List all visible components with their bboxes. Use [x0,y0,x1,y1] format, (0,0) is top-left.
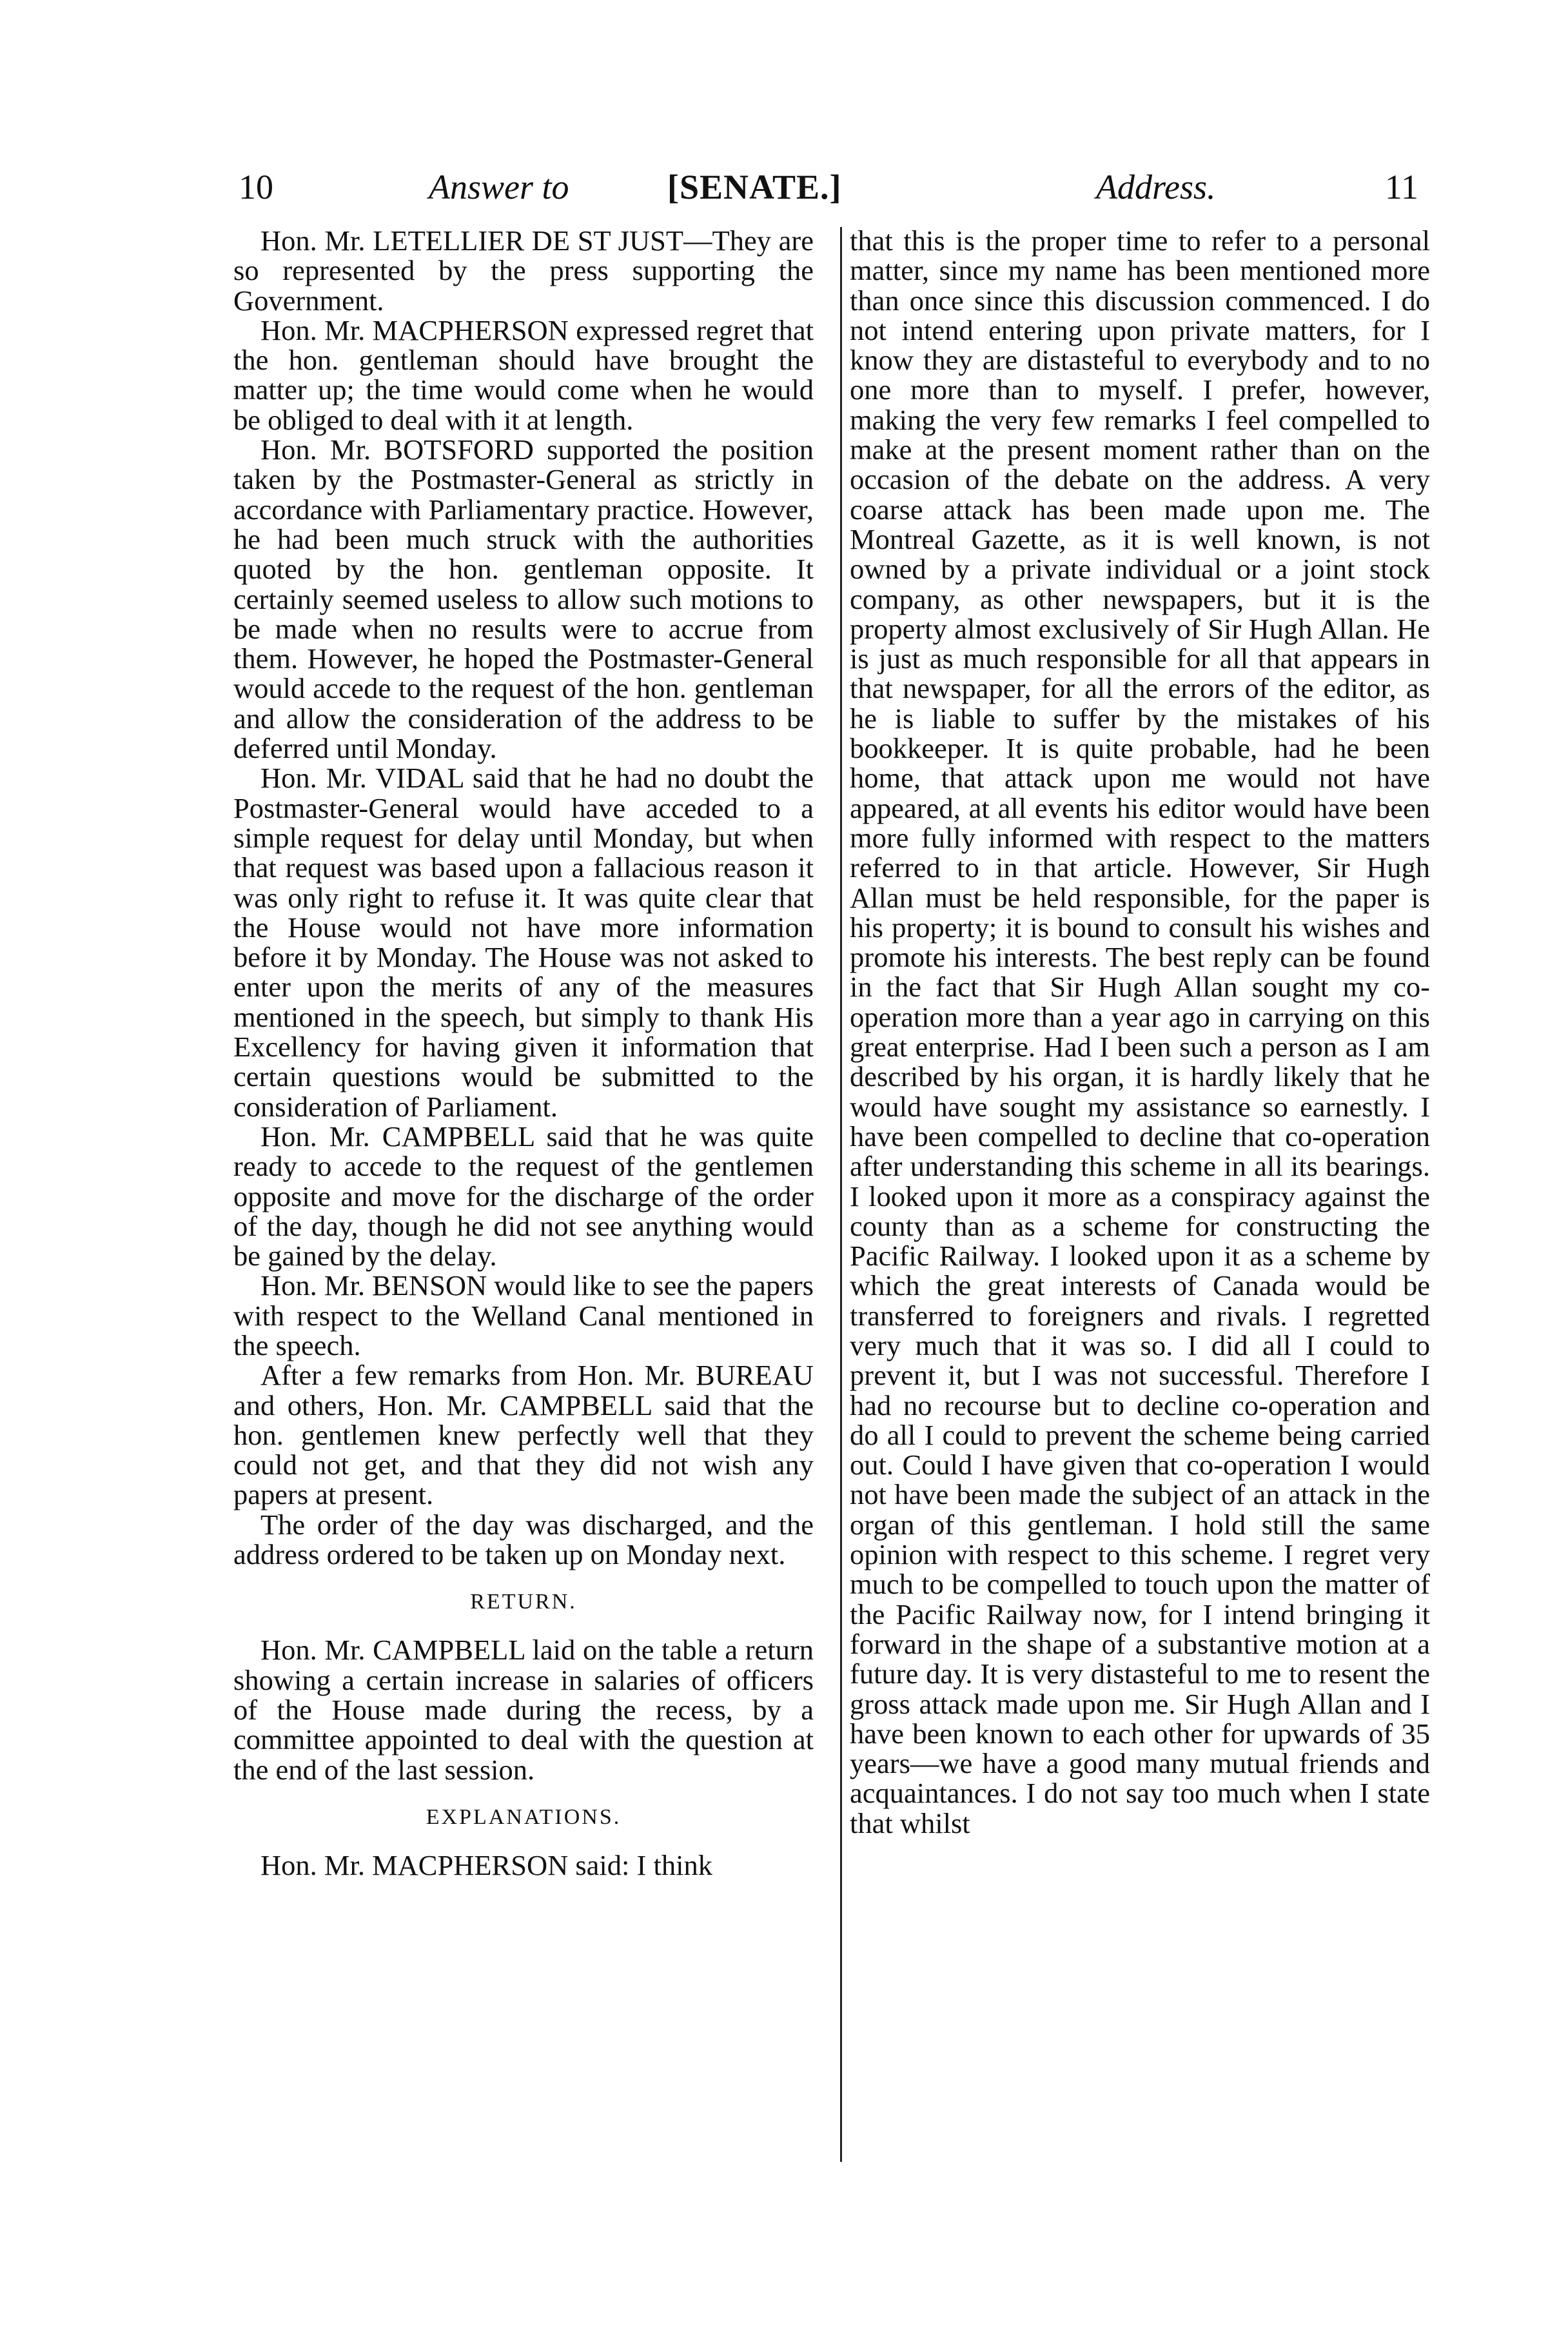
right-column [850,226,1430,1838]
running-header [0,155,1568,219]
chamber-title: [SENATE.] [667,168,842,206]
paragraph: The order of the day was discharged, and the address ordered to be taken up on Monday next. [233,1508,814,1571]
paragraph: Hon. Mr. MACPHERSON expressed regret that the hon. gentleman should have brought the matter up; the time would come when he would be obliged to deal with it at length. [233,313,814,436]
paragraph: Hon. Mr. LETELLIER DE ST JUST—They are so represented by the press supporting the Government. [233,224,814,317]
right-page-number: 11 [1385,168,1418,206]
paragraph: Hon. Mr. VIDAL said that he had no doubt the Postmaster-General would have acceded to a simple request for delay until Monday, but when that request was based upon a fallacious reason it was only right to refuse it. It was quite clear that the House would not have more information before it by Monday. The House was not asked to enter upon the merits of any of the measures mentioned in the speech, but simply to thank His Excellency for having given it information that certain questions would be submitted to the consideration of Parliament. [233,762,814,1123]
paragraph: Hon. Mr. MACPHERSON said: I think [260,1848,712,1881]
section-heading-return: RETURN. [470,1590,577,1614]
paragraph: After a few remarks from Hon. Mr. BUREAU and others, Hon. Mr. CAMPBELL said that the hon. gentlemen knew perfectly well that they could not get, and that they did not wish any papers at present. [233,1359,814,1511]
left-column [233,226,814,1880]
paragraph: Hon. Mr. CAMPBELL said that he was quite ready to accede to the request of the gentlemen opposite and move for the discharge of the order of the day, though he did not see anything would be gained by the delay. [233,1120,814,1272]
column-divider [840,227,842,2162]
right-running-title: Address. [1096,168,1216,206]
section-heading-explanations: EXPLANATIONS. [426,1805,622,1829]
paragraph: Hon. Mr. BOTSFORD supported the position taken by the Postmaster-General as strictly in accordance with Parliamentary practice. However, he had been much struck with the authorities quoted by the hon. gentleman opposite. It certainly seemed useless to allow such motions to be made when no results were to accrue from them. However, he hoped the Postmaster-General would accede to the request of the hon. gentleman and allow the consideration of the address to be deferred until Monday. [233,433,814,765]
paragraph: that this is the proper time to refer to a personal matter, since my name has been mentioned more than once since this discussion commenced. I do not intend entering upon private matters, for I know they are distasteful to everybody and to no one more than to myself. I prefer, however, making the very few remarks I feel compelled to make at the present moment rather than on the occasion of the debate on the address. A very coarse attack has been made upon me. The Montreal Gazette, as it is well known, is not owned by a private individual or a joint stock company, as other newspapers, but it is the property almost exclusively of Sir Hugh Allan. He is just as much responsible for all that appears in that newspaper, for all the errors of the editor, as he is liable to suffer by the mistakes of his bookkeeper. It is quite probable, had he been home, that attack upon me would not have appeared, at all events his editor would have been more fully informed with respect to the matters referred to in that article. However, Sir Hugh Allan must be held responsible, for the paper is his property; it is bound to consult his wishes and promote his interests. The best reply can be found in the fact that Sir Hugh Allan sought my co-operation more than a year ago in carrying on this great enterprise. Had I been such a person as I am described by his organ, it is hardly likely that he would have sought my assistance so earnestly. I have been compelled to decline that co-operation after understanding this scheme in all its bearings. I looked upon it more as a conspiracy against the county than as a scheme for constructing the Pacific Railway. I looked upon it as a scheme by which the great interests of Canada would be transferred to foreigners and rivals. I regretted very much that it was so. I did all I could to prevent it, but I was not successful. Therefore I had no recourse but to decline co-operation and do all I could to prevent the scheme being carried out. Could I have given that co-operation I would not have been made the subject of an attack in the organ of this gentleman. I hold still the same opinion with respect to this scheme. I regret very much to be compelled to touch upon the matter of the Pacific Railway now, for I intend bringing it forward in the shape of a substantive motion at a future day. It is very distasteful to me to resent the gross attack made upon me. Sir Hugh Allan and I have been known to each other for upwards of 35 years—we have a good many mutual friends and acquaintances. I do not say too much when I state that whilst [850,224,1430,1839]
left-running-title: Answer to [429,168,569,206]
paragraph: Hon. Mr. BENSON would like to see the papers with respect to the Welland Canal mentioned in the speech. [233,1269,814,1361]
left-page-number: 10 [239,168,273,206]
paragraph: Hon. Mr. CAMPBELL laid on the table a return showing a certain increase in salaries of officers of the House made during the recess, by a committee appointed to deal with the question at the end of the last session. [233,1634,814,1786]
